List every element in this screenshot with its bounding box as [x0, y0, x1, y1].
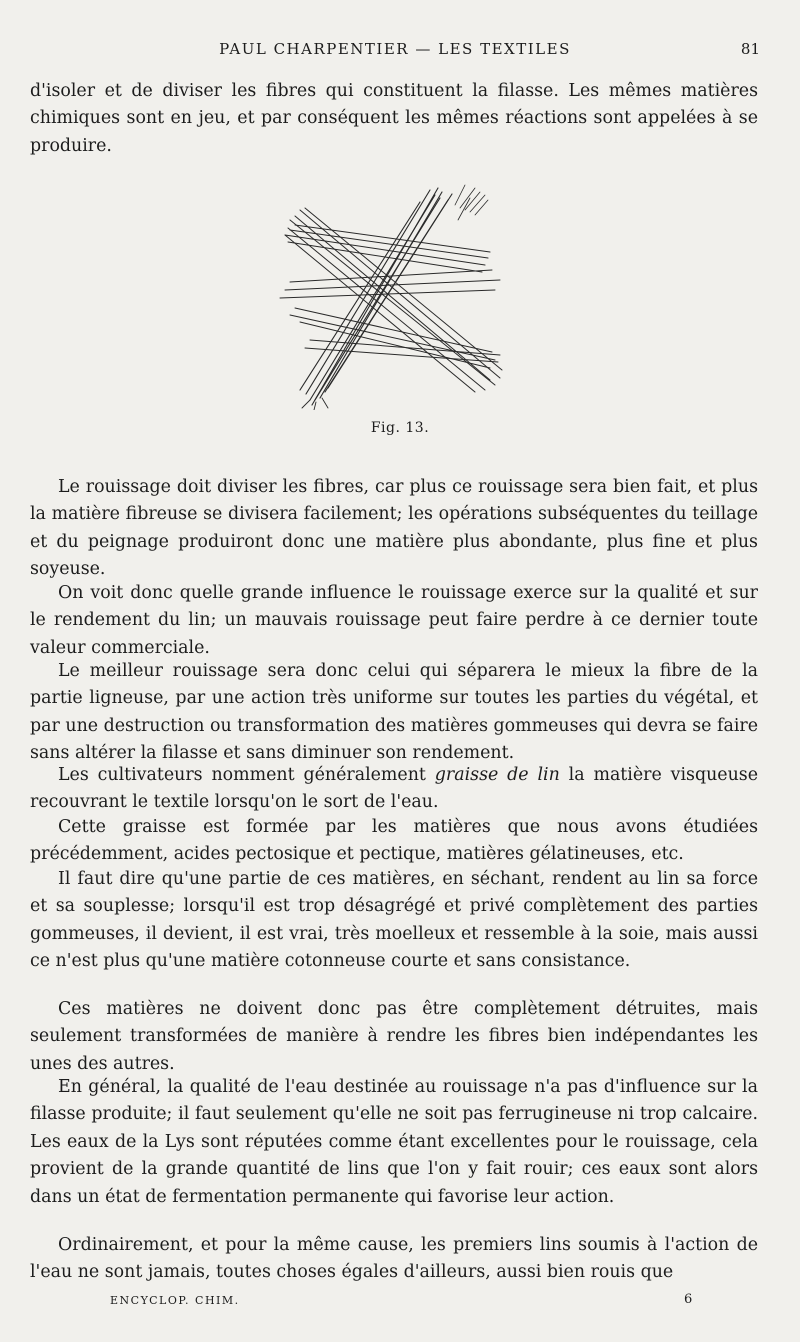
crossed-fibers-drawing: [270, 180, 510, 410]
graisse-de-lin-term: graisse de lin: [434, 765, 560, 785]
figure-caption: Fig. 13.: [370, 420, 430, 436]
paragraph-continuation: d'isoler et de diviser les fibres qui constituent la filasse. Les mêmes matières chimiques sont en jeu, et par conséquent les mêmes réactions sont appelées à se produire.: [30, 81, 758, 156]
paragraph-4-start: Les cultivateurs nomment généralement: [58, 765, 435, 785]
signature-mark: 6: [684, 1292, 693, 1307]
paragraph-3: [30, 658, 758, 768]
running-header: [30, 40, 760, 66]
page-number: 81: [740, 40, 760, 58]
paragraph-4-end: la matière visqueuse recouvrant le textile lorsqu'on le sort de l'eau.: [30, 765, 758, 813]
paragraph-3-text: Le meilleur rouissage sera donc celui qui séparera le mieux la fibre de la partie ligneuse, par une action très uniforme sur toutes les parties du végétal, et par une destruction ou transformation des matières gommeuses qui devra se faire sans altérer la filasse et sans diminuer son rendement.: [30, 661, 758, 764]
running-title: PAUL CHARPENTIER — LES TEXTILES: [219, 40, 571, 58]
paragraph-6: Il faut dire qu'une partie de ces matières, en séchant, rendent au lin sa force et sa souplesse; lorsqu'il est trop désagrégé et privé complètement des parties gommeuses, il devient, il est vrai, très moelleux et ressemble à la soie, mais aussi ce n'est plus qu'une matière cotonneuse courte et sans consistance.: [30, 869, 758, 972]
paragraph-8: En général, la qualité de l'eau destinée au rouissage n'a pas d'influence sur la filasse produite; il faut seulement qu'elle ne soit pas ferrugineuse ni trop calcaire. Les eaux de la Lys sont réputées comme étant excellentes pour le rouissage, cela provient de la grande quantité de lins que l'on y fait rouir; ces eaux sont alors dans un état de fermentation permanente qui favorise leur action.: [30, 1077, 758, 1207]
paragraph-2: On voit donc quelle grande influence le rouissage exerce sur la qualité et sur le rendement du lin; un mauvais rouissage peut faire perdre à ce dernier toute valeur commerciale.: [30, 583, 758, 658]
paragraph-1: Le rouissage doit diviser les fibres, car plus ce rouissage sera bien fait, et plus la matière fibreuse se divisera facilement; les opérations subséquentes du teillage et du peignage produiront donc une matière plus abondante, plus fine et plus soyeuse.: [30, 477, 758, 580]
publication-footer: ENCYCLOP. CHIM.: [110, 1294, 240, 1307]
paragraph-9: Ordinairement, et pour la même cause, les premiers lins soumis à l'action de l'eau ne sont jamais, toutes choses égales d'ailleurs, aussi bien rouis que: [30, 1235, 758, 1283]
fiber-illustration: [270, 180, 510, 410]
paragraph-4: [30, 762, 758, 817]
paragraph-7: Ces matières ne doivent donc pas être complètement détruites, mais seulement transformées de manière à rendre les fibres bien indépendantes les unes des autres.: [30, 999, 758, 1074]
paragraph-5: Cette graisse est formée par les matières que nous avons étudiées précédemment, acides pectosique et pectique, matières gélatineuses, etc.: [30, 817, 758, 865]
